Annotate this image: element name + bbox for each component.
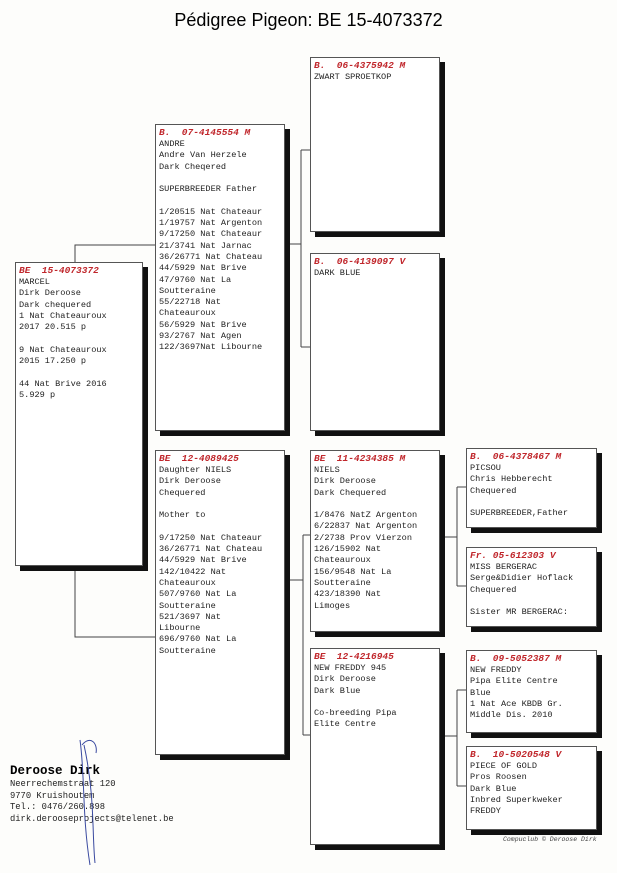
- info-line: [19, 367, 139, 378]
- info-line: [159, 521, 281, 532]
- info-line: PIECE OF GOLD: [470, 761, 538, 771]
- ancestor-card-1: [466, 448, 597, 528]
- connector-damdam-parents: [440, 690, 466, 786]
- sire-card: [155, 124, 285, 431]
- info-line: 47/9760 Nat La: [159, 274, 232, 285]
- info-line: 126/15902 Nat: [314, 544, 382, 555]
- info-line: [19, 333, 139, 344]
- ring-number: BE 12-4089425: [159, 453, 239, 464]
- ring-number: B. 07-4145554 M: [159, 127, 251, 138]
- info-line: Pipa Elite Centre: [470, 676, 558, 687]
- dam-card: [155, 450, 285, 755]
- ring-number: B. 06-4375942 M: [314, 60, 406, 71]
- ancestor-card-4: [466, 746, 597, 830]
- info-line: Chequered: [470, 485, 517, 496]
- info-line: Dark Cheqered: [159, 161, 227, 172]
- info-line: 6/22837 Nat Argenton: [314, 521, 418, 532]
- subject-card: [15, 262, 143, 566]
- info-line: Chequered: [159, 487, 206, 498]
- info-line: [314, 697, 436, 708]
- info-line: [159, 499, 281, 510]
- info-line: ZWART SPROETKOP: [314, 72, 392, 82]
- info-line: FREDDY: [470, 806, 501, 817]
- info-line: [470, 497, 593, 508]
- sire-sire-card: [310, 57, 440, 232]
- info-line: 21/3741 Nat Jarnac: [159, 240, 252, 251]
- info-line: 9/17250 Nat Chateaur: [159, 532, 263, 543]
- info-line: 1 Nat Ace KBDB Gr.: [470, 698, 563, 709]
- info-line: Dark Chequered: [314, 487, 387, 498]
- info-line: Soutteraine: [159, 645, 216, 656]
- info-line: 2017 20.515 p: [19, 322, 87, 333]
- connector-sire-parents: [285, 150, 310, 347]
- info-line: 521/3697 Nat: [159, 611, 221, 622]
- ring-number: B. 09-5052387 M: [470, 653, 562, 664]
- info-line: [470, 596, 593, 607]
- dam-sire-card: [310, 450, 440, 632]
- info-line: Mother to: [159, 510, 206, 521]
- info-line: NIELS: [314, 465, 340, 475]
- info-line: 93/2767 Nat Agen: [159, 331, 242, 342]
- info-line: 36/26771 Nat Chateau: [159, 251, 263, 262]
- info-line: NEW FREDDY: [470, 665, 522, 675]
- info-line: 44/5929 Nat Brive: [159, 555, 247, 566]
- info-line: 1/8476 NatZ Argenton: [314, 510, 418, 521]
- info-line: Chateauroux: [159, 577, 216, 588]
- info-line: Chequered: [470, 584, 517, 595]
- info-line: Libourne: [159, 623, 201, 634]
- info-line: Dark chequered: [19, 299, 92, 310]
- info-line: Chateauroux: [159, 308, 216, 319]
- info-line: Chris Hebberecht: [470, 474, 553, 485]
- info-line: Dirk Deroose: [314, 476, 376, 487]
- info-line: Andre Van Herzele: [159, 150, 247, 161]
- connector-subject-sire: [75, 245, 155, 262]
- info-line: 1/20515 Nat Chateaur: [159, 206, 263, 217]
- info-line: 122/3697Nat Libourne: [159, 342, 263, 353]
- info-line: 1/19757 Nat Argenton: [159, 218, 263, 229]
- ring-number: B. 06-4139097 V: [314, 256, 406, 267]
- info-line: [314, 499, 436, 510]
- sire-dam-card: [310, 253, 440, 431]
- info-line: 9/17250 Nat Chateaur: [159, 229, 263, 240]
- info-line: Pros Roosen: [470, 772, 527, 783]
- ancestor-card-2: [466, 547, 597, 627]
- owner-phone: Tel.: 0476/260.898: [10, 802, 106, 812]
- info-line: NEW FREDDY 945: [314, 663, 387, 673]
- info-line: Elite Centre: [314, 719, 376, 730]
- info-line: Co-breeding Pipa: [314, 708, 397, 719]
- info-line: Serge&Didier Hoflack: [470, 573, 574, 584]
- ring-number: BE 15-4073372: [19, 265, 99, 276]
- ring-number: B. 10-5020548 V: [470, 749, 562, 760]
- dam-dam-card: [310, 648, 440, 845]
- info-line: Dirk Deroose: [159, 476, 221, 487]
- info-line: Sister MR BERGERAC:: [470, 607, 568, 618]
- ring-number: B. 06-4378467 M: [470, 451, 562, 462]
- info-line: 2/2738 Prov Vierzon: [314, 532, 412, 543]
- ancestor-card-3: [466, 650, 597, 733]
- info-line: 1 Nat Chateauroux: [19, 310, 107, 321]
- page-title: Pédigree Pigeon: BE 15-4073372: [174, 10, 443, 30]
- info-line: [159, 173, 281, 184]
- credit-text: Compuclub © Deroose Dirk: [503, 836, 597, 843]
- info-line: MISS BERGERAC: [470, 562, 538, 572]
- signature-scribble: [70, 735, 110, 870]
- info-line: Daughter NIELS: [159, 465, 232, 475]
- ring-number: Fr. 05-612303 V: [470, 550, 556, 561]
- info-line: SUPERBREEDER Father: [159, 184, 257, 195]
- owner-email: dirk.derooseprojects@telenet.be: [10, 813, 174, 824]
- info-line: Blue: [470, 687, 491, 698]
- info-line: Dirk Deroose: [314, 674, 376, 685]
- info-line: 696/9760 Nat La: [159, 634, 237, 645]
- info-line: 56/5929 Nat Brive: [159, 319, 247, 330]
- info-line: PICSOU: [470, 463, 501, 473]
- info-line: MARCEL: [19, 277, 50, 287]
- info-line: ANDRE: [159, 139, 185, 149]
- info-line: Chateauroux: [314, 555, 371, 566]
- info-line: SUPERBREEDER,Father: [470, 508, 568, 519]
- info-line: [159, 195, 281, 206]
- info-line: Dirk Deroose: [19, 288, 81, 299]
- info-line: 55/22718 Nat: [159, 297, 221, 308]
- info-line: 36/26771 Nat Chateau: [159, 544, 263, 555]
- info-line: Limoges: [314, 600, 351, 611]
- info-line: 9 Nat Chateauroux: [19, 344, 107, 355]
- info-line: Soutteraine: [314, 577, 371, 588]
- info-line: 2015 17.250 p: [19, 356, 87, 367]
- info-line: 156/9548 Nat La: [314, 566, 392, 577]
- info-line: 507/9760 Nat La: [159, 589, 237, 600]
- info-line: Dark Blue: [314, 685, 361, 696]
- info-line: Dark Blue: [470, 783, 517, 794]
- info-line: 44/5929 Nat Brive: [159, 263, 247, 274]
- info-line: 44 Nat Brive 2016: [19, 378, 107, 389]
- info-line: Soutteraine: [159, 285, 216, 296]
- connector-dam-parents: [285, 535, 310, 735]
- owner-name: Deroose Dirk: [10, 764, 101, 778]
- info-line: DARK BLUE: [314, 268, 361, 278]
- info-line: Soutteraine: [159, 600, 216, 611]
- connector-subject-dam: [75, 566, 155, 637]
- info-line: 423/18390 Nat: [314, 589, 382, 600]
- owner-address: Neerrechemstraat 120: [10, 779, 116, 789]
- owner-city: 9770 Kruishoutem: [10, 790, 95, 801]
- info-line: Inbred Superkweker: [470, 794, 563, 805]
- ring-number: BE 11-4234385 M: [314, 453, 406, 464]
- connector-damsire-parents: [440, 487, 466, 586]
- ring-number: BE 12-4216945: [314, 651, 394, 662]
- info-line: 142/10422 Nat: [159, 566, 227, 577]
- info-line: 5.929 p: [19, 389, 56, 400]
- info-line: Middle Dis. 2010: [470, 710, 553, 721]
